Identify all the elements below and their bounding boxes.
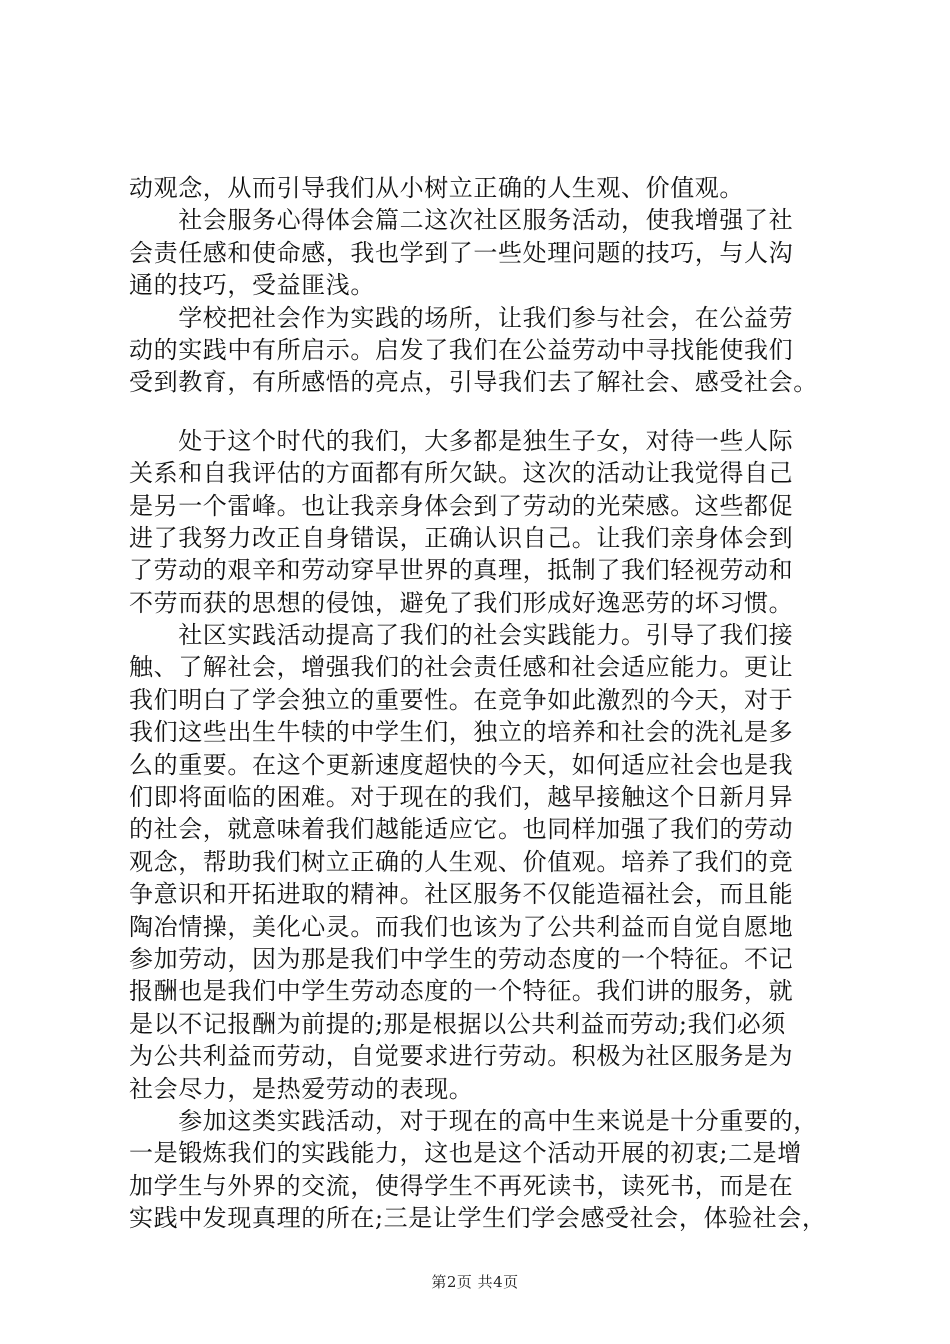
page-footer xyxy=(0,1272,950,1292)
paragraph-1 xyxy=(129,172,844,204)
paragraph-2 xyxy=(129,204,844,301)
document-body xyxy=(129,172,844,1235)
text-line: 我们明白了学会独立的重要性。在竞争如此激烈的今天，对于 xyxy=(129,685,794,714)
text-line: 加学生与外界的交流，使得学生不再死读书，读死书，而是在 xyxy=(129,1171,794,1200)
text-line: 进了我努力改正自身错误，正确认识自己。让我们亲身体会到 xyxy=(129,523,794,552)
text-line: 社会尽力，是热爱劳动的表现。 xyxy=(129,1074,474,1103)
text-line: 处于这个时代的我们，大多都是独生子女，对待一些人际 xyxy=(129,426,794,455)
text-line: 报酬也是我们中学生劳动态度的一个特征。我们讲的服务，就 xyxy=(129,977,794,1006)
text-line: 动观念，从而引导我们从小树立正确的人生观、价值观。 xyxy=(129,174,744,202)
page-number-label: 第2页 共4页 xyxy=(431,1273,519,1291)
text-line: 一是锻炼我们的实践能力，这也是这个活动开展的初衷;二是增 xyxy=(129,1139,802,1168)
text-line: 了劳动的艰辛和劳动穿早世界的真理，抵制了我们轻视劳动和 xyxy=(129,556,794,585)
text-line: 不劳而获的思想的侵蚀，避免了我们形成好逸恶劳的坏习惯。 xyxy=(129,588,794,617)
text-line: 参加劳动，因为那是我们中学生的劳动态度的一个特征。不记 xyxy=(129,944,794,973)
text-line: 为公共利益而劳动，自觉要求进行劳动。积极为社区服务是为 xyxy=(129,1042,794,1071)
text-line: 会责任感和使命感，我也学到了一些处理问题的技巧，与人沟 xyxy=(129,238,794,267)
text-line: 学校把社会作为实践的场所，让我们参与社会，在公益劳 xyxy=(129,303,794,332)
text-line: 的社会，就意味着我们越能适应它。也同样加强了我们的劳动 xyxy=(129,815,794,844)
text-line: 社会服务心得体会篇二这次社区服务活动，使我增强了社 xyxy=(129,206,794,235)
text-line: 观念，帮助我们树立正确的人生观、价值观。培养了我们的竞 xyxy=(129,847,794,876)
text-line: 动的实践中有所启示。启发了我们在公益劳动中寻找能使我们 xyxy=(129,335,794,364)
paragraph-gap xyxy=(129,399,844,425)
text-line: 关系和自我评估的方面都有所欠缺。这次的活动让我觉得自己 xyxy=(129,459,794,488)
text-line: 陶冶情操，美化心灵。而我们也该为了公共利益而自觉自愿地 xyxy=(129,912,794,941)
text-line: 我们这些出生牛犊的中学生们，独立的培养和社会的洗礼是多 xyxy=(129,718,794,747)
text-line: 争意识和开拓进取的精神。社区服务不仅能造福社会，而且能 xyxy=(129,880,794,909)
text-line: 实践中发现真理的所在;三是让学生们学会感受社会，体验社会， xyxy=(129,1204,827,1233)
text-line: 么的重要。在这个更新速度超快的今天，如何适应社会也是我 xyxy=(129,750,794,779)
paragraph-4 xyxy=(129,425,844,619)
text-line: 参加这类实践活动，对于现在的高中生来说是十分重要的， xyxy=(129,1106,818,1135)
text-line: 是以不记报酬为前提的;那是根据以公共利益而劳动;我们必须 xyxy=(129,1009,786,1038)
text-line: 通的技巧，受益匪浅。 xyxy=(129,271,375,300)
paragraph-5 xyxy=(129,619,844,1105)
text-line: 触、了解社会，增强我们的社会责任感和社会适应能力。更让 xyxy=(129,653,794,682)
text-line: 受到教育，有所感悟的亮点，引导我们去了解社会、感受社会。 xyxy=(129,368,818,397)
text-line: 社区实践活动提高了我们的社会实践能力。引导了我们接 xyxy=(129,621,794,650)
text-line: 们即将面临的困难。对于现在的我们，越早接触这个日新月异 xyxy=(129,783,794,812)
paragraph-3 xyxy=(129,302,844,399)
text-line: 是另一个雷峰。也让我亲身体会到了劳动的光荣感。这些都促 xyxy=(129,491,794,520)
paragraph-6 xyxy=(129,1105,844,1235)
